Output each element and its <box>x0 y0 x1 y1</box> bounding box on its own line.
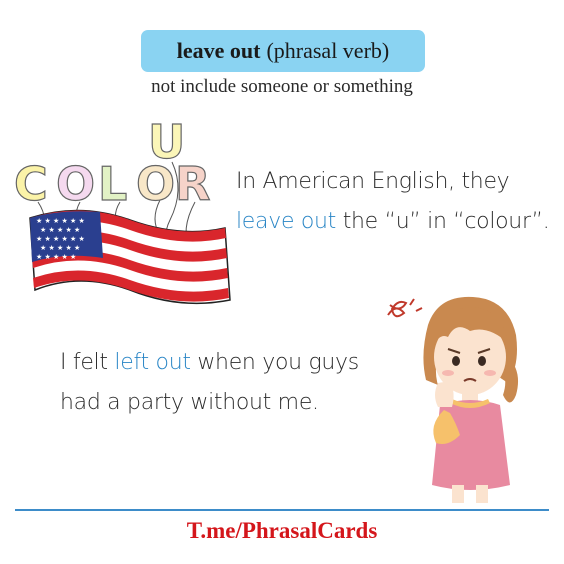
example1-highlight: leave out <box>236 209 337 234</box>
phrase-type: (phrasal verb) <box>266 38 390 63</box>
balloon-letter-o: O <box>56 157 96 211</box>
example2-line1 <box>60 343 380 383</box>
svg-text:★ ★ ★ ★ ★: ★ ★ ★ ★ ★ <box>40 226 81 234</box>
balloon-letter-o2: O <box>136 157 176 211</box>
title-badge <box>141 30 425 72</box>
phrase-title: leave out <box>176 38 261 63</box>
example1-line2 <box>236 202 556 242</box>
svg-text:★ ★ ★ ★ ★: ★ ★ ★ ★ ★ <box>40 244 81 252</box>
balloon-letter-c: C <box>14 157 48 211</box>
sad-girl-illustration <box>378 285 528 505</box>
example1-rest: the “u” in “colour”. <box>336 209 550 234</box>
example1-line1: In American English, they <box>236 169 510 194</box>
example2-after: when you guys <box>190 350 359 375</box>
colour-balloons-flag-illustration <box>10 110 240 310</box>
example2-highlight: left out <box>114 350 191 375</box>
svg-text:★ ★ ★ ★ ★: ★ ★ ★ ★ ★ <box>36 253 77 261</box>
footer-link[interactable]: T.me/PhrasalCards <box>186 518 378 543</box>
us-flag-icon <box>30 210 230 303</box>
footer-divider <box>15 509 549 511</box>
definition-text: not include someone or something <box>151 76 413 97</box>
example-sentence-2 <box>60 343 380 423</box>
svg-text:★ ★ ★ ★ ★ ★: ★ ★ ★ ★ ★ ★ <box>36 217 85 225</box>
balloon-letter-l: L <box>98 157 128 211</box>
example2-line2: had a party without me. <box>60 390 319 415</box>
example2-before: I felt <box>60 350 115 375</box>
balloon-letter-u: U <box>148 115 186 169</box>
scribble-icon <box>388 299 422 316</box>
svg-text:★ ★ ★ ★ ★ ★: ★ ★ ★ ★ ★ ★ <box>36 235 85 243</box>
example-sentence-1 <box>236 162 556 242</box>
balloon-letter-r: R <box>175 157 211 211</box>
